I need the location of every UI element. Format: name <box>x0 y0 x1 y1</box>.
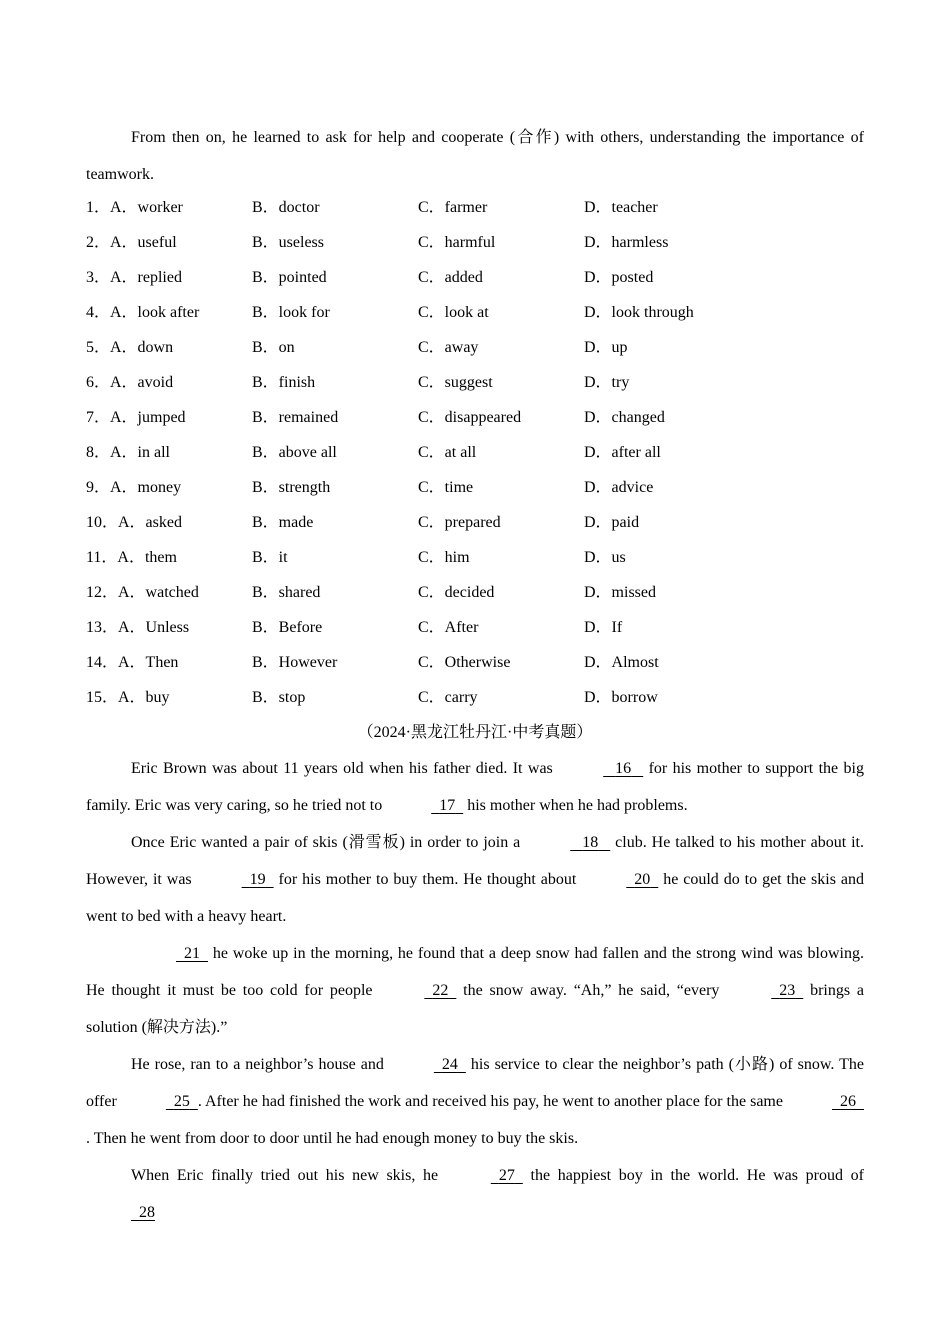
option-b: B．on <box>252 339 295 356</box>
passage-text: . After he had finished the work and received his pay, he went to another place for the same <box>197 1093 788 1110</box>
option-c: C．After <box>418 619 479 636</box>
option-d: D．borrow <box>584 689 658 706</box>
option-row <box>86 435 864 470</box>
option-b: B．made <box>252 514 314 531</box>
option-row <box>86 365 864 400</box>
option-b: B．look for <box>252 304 330 321</box>
passage-paragraph-4 <box>86 1046 864 1157</box>
option-c: C．disappeared <box>418 409 522 426</box>
option-a: 1．A．worker <box>86 199 183 216</box>
option-a: 10．A．asked <box>86 514 182 531</box>
passage-paragraph-1 <box>86 750 864 824</box>
blank-number: 24 <box>441 1056 458 1073</box>
option-b: B．doctor <box>252 199 320 216</box>
option-a: 4．A．look after <box>86 304 200 321</box>
option-a: 6．A．avoid <box>86 374 174 391</box>
blank-number: 25 <box>173 1093 190 1110</box>
option-row <box>86 575 864 610</box>
passage-text: brings a solution (解决方法).” <box>86 982 865 1036</box>
passage-text: . Then he went from door to door until he had enough money to buy the skis. <box>86 1130 579 1147</box>
option-b: B．Before <box>252 619 323 636</box>
option-d: D．paid <box>584 514 640 531</box>
option-d: D．changed <box>584 409 665 426</box>
option-d: D．teacher <box>584 199 658 216</box>
blank-22 <box>379 972 456 1009</box>
option-d: D．If <box>584 619 623 636</box>
option-d: D．up <box>584 339 628 356</box>
passage-text: He rose, ran to a neighbor’s house and <box>131 1056 389 1073</box>
passage-text: he woke up in the morning, he found that a deep snow had fallen and the strong wind was blowing. He thought it must be too cold for people <box>86 945 864 999</box>
option-row <box>86 225 864 260</box>
option-a: 2．A．useful <box>86 234 177 251</box>
option-d: D．try <box>584 374 630 391</box>
option-b: B．pointed <box>252 269 327 286</box>
option-a: 14．A．Then <box>86 654 179 671</box>
option-row <box>86 680 864 715</box>
option-c: C．time <box>418 479 474 496</box>
options-list <box>86 190 864 715</box>
passage-paragraph-2 <box>86 824 864 935</box>
option-b: B．it <box>252 549 288 566</box>
passage-paragraph-3 <box>86 935 864 1046</box>
option-a: 12．A．watched <box>86 584 199 601</box>
option-c: C．at all <box>418 444 477 461</box>
passage-text: his service to clear the neighbor’s path (小路) of snow. The offer <box>86 1056 864 1110</box>
option-a: 7．A．jumped <box>86 409 186 426</box>
passage-text: When Eric finally tried out his new skis, he <box>131 1167 446 1184</box>
passage-text: the happiest boy in the world. He was proud of <box>522 1167 864 1184</box>
option-a: 3．A．replied <box>86 269 182 286</box>
blank-28 <box>86 1194 155 1231</box>
blank-19 <box>197 861 274 898</box>
option-d: D．harmless <box>584 234 669 251</box>
blank-number: 20 <box>634 871 651 888</box>
option-d: D．after all <box>584 444 661 461</box>
passage-paragraph-5 <box>86 1157 864 1231</box>
option-c: C．carry <box>418 689 478 706</box>
option-a: 11．A．them <box>86 549 177 566</box>
option-c: C．away <box>418 339 479 356</box>
option-d: D．posted <box>584 269 654 286</box>
option-c: C．him <box>418 549 470 566</box>
blank-number: 26 <box>840 1093 857 1110</box>
document-content <box>86 119 864 1231</box>
blank-number: 19 <box>249 871 266 888</box>
blank-21 <box>131 935 208 972</box>
option-b: B．However <box>252 654 338 671</box>
option-a: 5．A．down <box>86 339 174 356</box>
blank-23 <box>726 972 803 1009</box>
blank-17 <box>386 787 463 824</box>
option-b: B．above all <box>252 444 337 461</box>
option-c: C．farmer <box>418 199 488 216</box>
blank-16 <box>558 750 643 787</box>
option-d: D．look through <box>584 304 694 321</box>
blank-number: 17 <box>439 797 456 814</box>
option-d: D．missed <box>584 584 657 601</box>
blank-number: 21 <box>184 945 200 962</box>
option-row <box>86 190 864 225</box>
option-c: C．prepared <box>418 514 501 531</box>
option-row <box>86 260 864 295</box>
blank-25 <box>121 1083 198 1120</box>
blank-26 <box>787 1083 864 1120</box>
option-d: D．Almost <box>584 654 659 671</box>
blank-number: 27 <box>498 1167 515 1184</box>
option-c: C．harmful <box>418 234 496 251</box>
option-c: C．decided <box>418 584 495 601</box>
option-row <box>86 610 864 645</box>
option-row <box>86 295 864 330</box>
option-c: C．added <box>418 269 483 286</box>
passage-text: Eric Brown was about 11 years old when his father died. It was <box>131 760 559 777</box>
option-row <box>86 400 864 435</box>
option-row <box>86 540 864 575</box>
option-row <box>86 470 864 505</box>
blank-number: 23 <box>779 982 796 999</box>
option-b: B．shared <box>252 584 321 601</box>
option-a: 15．A．buy <box>86 689 170 706</box>
passage-text: his mother when he had problems. <box>463 797 688 814</box>
passage-text: for his mother to support the big family. Eric was very caring, so he tried not to <box>86 760 864 814</box>
blank-number: 22 <box>432 982 449 999</box>
intro-paragraph: From then on, he learned to ask for help and cooperate (合作) with others, understanding the importance of teamwork. <box>86 129 864 183</box>
blank-number: 18 <box>582 834 599 851</box>
option-d: D．us <box>584 549 626 566</box>
blank-27 <box>446 1157 523 1194</box>
option-c: C．Otherwise <box>418 654 511 671</box>
blank-20 <box>581 861 658 898</box>
option-a: 13．A．Unless <box>86 619 190 636</box>
passage-text: the snow away. “Ah,” he said, “every <box>456 982 727 999</box>
blank-18 <box>525 824 610 861</box>
passage-text: for his mother to buy them. He thought about <box>273 871 582 888</box>
source-citation: （2024·黑龙江牡丹江·中考真题） <box>357 724 593 741</box>
option-row <box>86 330 864 365</box>
option-c: C．look at <box>418 304 489 321</box>
option-b: B．strength <box>252 479 331 496</box>
option-row <box>86 645 864 680</box>
blank-number: 28 <box>139 1204 155 1221</box>
passage-text: he could do to get the skis and went to bed with a heavy heart. <box>86 871 864 925</box>
blank-number: 16 <box>615 760 632 777</box>
option-b: B．stop <box>252 689 306 706</box>
option-b: B．useless <box>252 234 325 251</box>
option-a: 8．A．in all <box>86 444 170 461</box>
option-a: 9．A．money <box>86 479 182 496</box>
option-row <box>86 505 864 540</box>
blank-24 <box>389 1046 466 1083</box>
passage-text: club. He talked to his mother about it. However, it was <box>86 834 864 888</box>
option-b: B．remained <box>252 409 339 426</box>
option-b: B．finish <box>252 374 316 391</box>
passage-text: Once Eric wanted a pair of skis (滑雪板) in order to join a <box>131 834 526 851</box>
option-c: C．suggest <box>418 374 493 391</box>
option-d: D．advice <box>584 479 654 496</box>
